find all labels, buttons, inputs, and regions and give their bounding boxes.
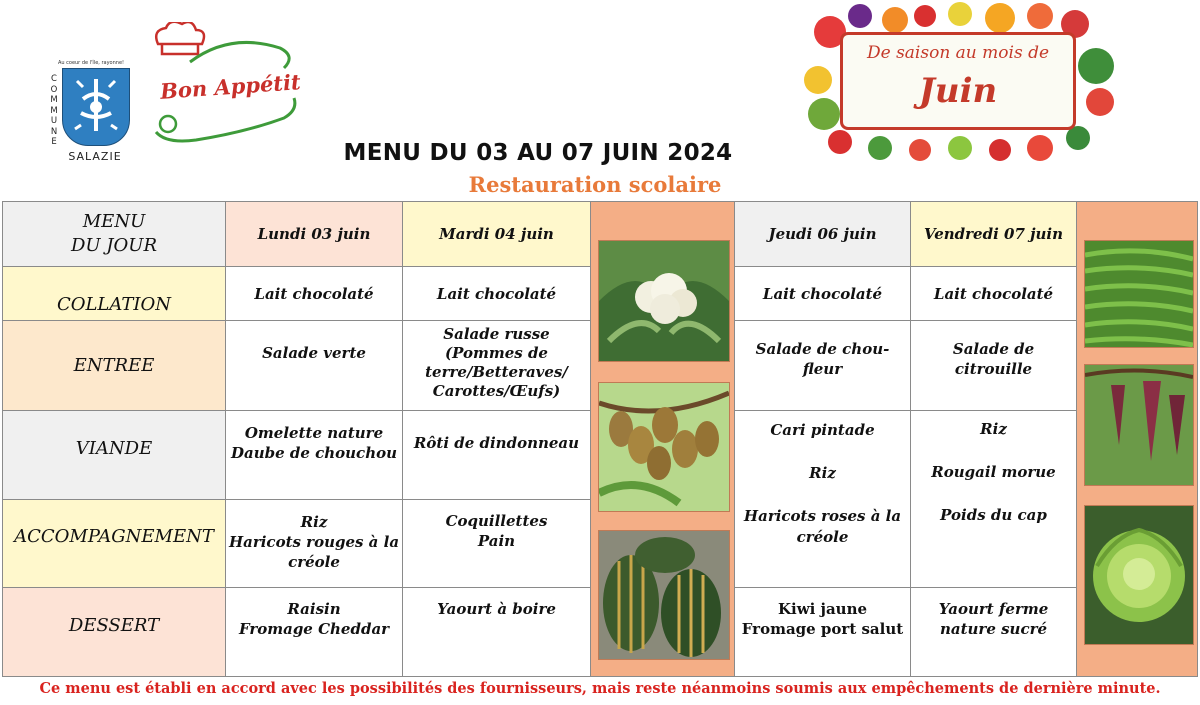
banner-line2: Juin (918, 71, 998, 111)
coat-of-arms-icon (62, 68, 130, 146)
day-header-lundi: Lundi 03 juin (225, 201, 403, 267)
dish-line: créole (288, 552, 340, 571)
cell-dessert-jeudi (734, 587, 911, 677)
dish-line: nature sucré (939, 620, 1048, 638)
row-label-collation: COLLATION (2, 266, 226, 321)
cell-entree-jeudi (734, 320, 911, 411)
bon-appetit-text: Bon Appétit (159, 69, 302, 104)
commune-salazie-logo (48, 60, 134, 165)
dish-line: Riz (300, 512, 328, 531)
cell-viande-accomp-jeudi (734, 410, 911, 588)
dish-line: Kiwi jaune (777, 600, 868, 618)
dish-line: Rôti de dindonneau (413, 434, 580, 452)
cell-accomp-lundi (225, 499, 403, 588)
cell-dessert-vendredi (910, 587, 1077, 677)
dish-line: Salade russe (443, 324, 550, 343)
banner-line1: De saison au mois de (866, 43, 1050, 63)
commune-name: SALAZIE (68, 150, 122, 163)
row-label-accompagnement: ACCOMPAGNEMENT (2, 499, 226, 588)
dish-line: (Pommes de (445, 343, 548, 362)
dish-line: Salade de (952, 339, 1035, 358)
day-header-mardi: Mardi 04 juin (402, 201, 591, 267)
dish-line: Omelette nature (244, 424, 384, 442)
dish-line: Daube de chouchou (230, 444, 398, 462)
commune-vertical-label: C O M M U N E (50, 74, 58, 147)
pumpkin-photo (598, 530, 730, 660)
dish-line-spacer (820, 484, 825, 506)
dish-line: fleur (802, 359, 843, 378)
dish-line-spacer (991, 484, 996, 506)
dish-line: Fromage port salut (741, 620, 904, 638)
page-title: MENU DU 03 AU 07 JUIN 2024 (343, 140, 733, 166)
dish-line: Carottes/Œufs) (432, 381, 561, 400)
cell-collation-lundi (225, 266, 403, 321)
cell-collation-jeudi (734, 266, 911, 321)
row-label-viande: VIANDE (2, 410, 226, 500)
page-subtitle: Restauration scolaire (468, 172, 722, 197)
row-label-dessert: DESSERT (2, 587, 226, 677)
corner-header-line2: DU JOUR (70, 235, 158, 256)
bon-appetit-logo (150, 22, 300, 152)
dish-line: Fromage Cheddar (238, 620, 390, 638)
dish-line: Lait chocolaté (254, 284, 374, 303)
corner-header-line1: MENU (82, 211, 146, 232)
dish-line: Yaourt ferme (938, 600, 1049, 618)
kiwi-photo (598, 382, 730, 512)
cell-collation-mardi (402, 266, 591, 321)
saison-banner (800, 2, 1118, 162)
cell-collation-vendredi (910, 266, 1077, 321)
day-header-jeudi: Jeudi 06 juin (734, 201, 911, 267)
dish-line: terre/Betteraves/ (425, 362, 568, 381)
cell-entree-mardi (402, 320, 591, 411)
dish-line: Poids du cap (940, 506, 1047, 525)
dish-line: Lait chocolaté (436, 284, 557, 303)
cell-viande-lundi (225, 410, 403, 500)
dish-line: Cari pintade (770, 420, 875, 439)
dish-line: Raisin (287, 600, 341, 618)
dish-line: citrouille (954, 359, 1033, 378)
cell-entree-vendredi (910, 320, 1077, 411)
day-header-vendredi: Vendredi 07 juin (910, 201, 1077, 267)
banner-frame (840, 32, 1076, 130)
cauliflower-photo (598, 240, 730, 362)
dish-line: Lait chocolaté (762, 284, 883, 303)
dish-line: Riz (809, 463, 836, 482)
dish-line-spacer (820, 441, 825, 463)
green-beans-photo (1084, 240, 1194, 348)
dish-line: Haricots roses à la (743, 506, 902, 525)
cell-viande-accomp-vendredi (910, 410, 1077, 588)
menu-du-jour-header (2, 201, 226, 267)
dish-line: Lait chocolaté (933, 284, 1054, 303)
dish-line: Riz (980, 420, 1007, 439)
cell-entree-lundi (225, 320, 403, 411)
dish-line: Salade de chou- (755, 339, 890, 358)
dish-line: Haricots rouges à la (228, 532, 400, 551)
cell-dessert-mardi (402, 587, 591, 677)
dish-line: Yaourt à boire (437, 600, 556, 618)
dish-line-spacer (991, 441, 996, 463)
lettuce-photo (1084, 505, 1194, 645)
grapes-photo (1084, 364, 1194, 486)
cell-accomp-mardi (402, 499, 591, 588)
dish-line: Coquillettes (445, 511, 548, 530)
dish-line: Salade verte (262, 343, 366, 362)
commune-motto: Au coeur de l'île, rayonne! (57, 60, 125, 66)
dish-line: Pain (477, 531, 516, 550)
cell-viande-mardi (402, 410, 591, 500)
dish-line: créole (796, 528, 849, 546)
footer-disclaimer: Ce menu est établi en accord avec les possibilités des fournisseurs, mais reste néanmoins soumis aux empêchements de dernière minute. (39, 680, 1161, 697)
dish-line: Rougail morue (931, 463, 1056, 482)
row-label-entree: ENTREE (2, 320, 226, 411)
cell-dessert-lundi (225, 587, 403, 677)
